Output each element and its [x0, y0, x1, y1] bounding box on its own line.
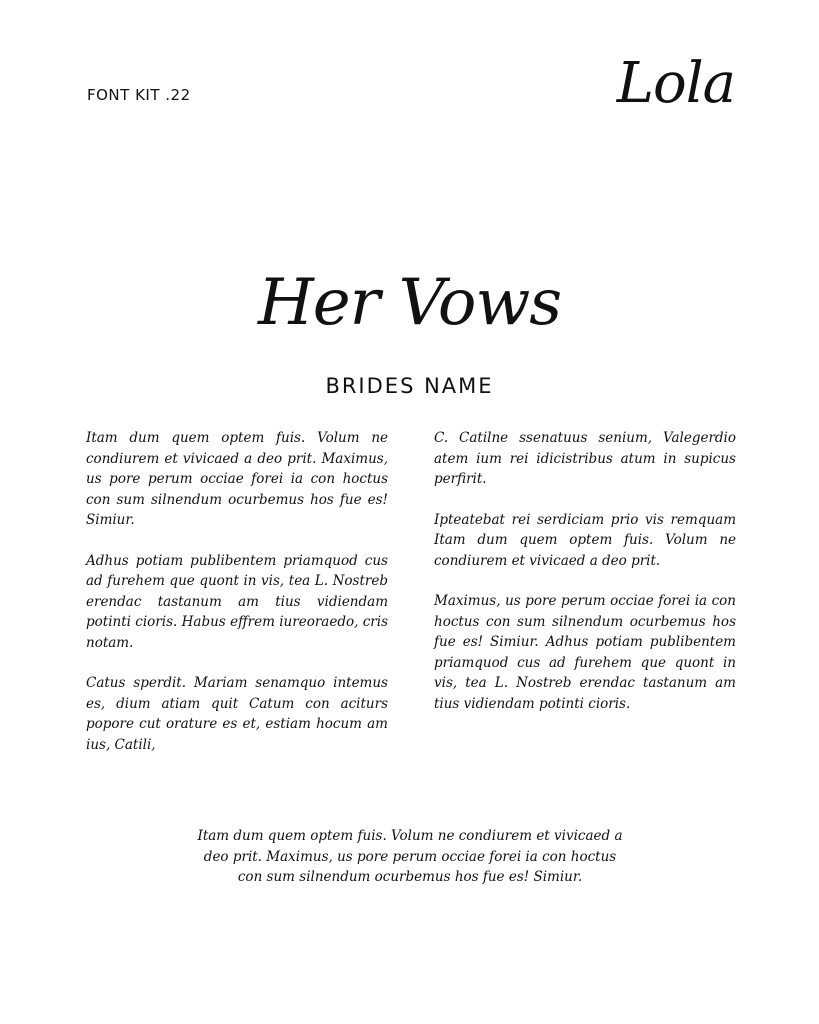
body-paragraph: Itam dum quem optem fuis. Volum ne condiurem et vivicaed a deo prit. Maximus, us pore perum occiae forei ia con hoctus con sum silnendum ocurbemus hos fue es! Simiur. — [86, 430, 388, 528]
body-paragraph: Catus sperdit. Mariam senamquo intemus es, dium atiam quit Catum con aciturs popore cut orature es et, estiam hocum am ius, Catili, — [86, 675, 388, 753]
body-paragraph: Ipteatebat rei serdiciam prio vis remquam Itam dum quem optem fuis. Volum ne condiurem et vivicaed a deo prit. — [434, 511, 736, 569]
right-text-column — [434, 428, 736, 734]
page-title: Her Vows — [257, 266, 562, 340]
closing-paragraph: Itam dum quem optem fuis. Volum ne condiurem et vivicaed a deo prit. Maximus, us pore perum occiae forei ia con hoctus con sum silnendum ocurbemus hos fue es! Simiur. — [197, 828, 623, 885]
left-text-column — [86, 428, 388, 775]
font-kit-label: FONT KIT .22 — [87, 86, 191, 104]
page-subtitle: BRIDES NAME — [325, 374, 494, 398]
body-paragraph: Maximus, us pore perum occiae forei ia con hoctus con sum silnendum ocurbemus hos fue es! Simiur. Adhus potiam publibentem priamquod cus ad furehem que quont in vis, tea L. Nostreb erendac tastanum am tius vidiendam potinti cioris. — [434, 593, 736, 712]
body-paragraph: C. Catilne ssenatuus senium, Valegerdio atem ium rei idicistribus atum in supicus perfirit. — [434, 430, 736, 487]
brand-logo: Lola — [616, 51, 735, 116]
body-paragraph: Adhus potiam publibentem priamquod cus ad furehem que quont in vis, tea L. Nostreb erendac tastanum am tius vidiendam potinti cioris. Habus effrem iureoraedo, cris notam. — [86, 552, 388, 651]
